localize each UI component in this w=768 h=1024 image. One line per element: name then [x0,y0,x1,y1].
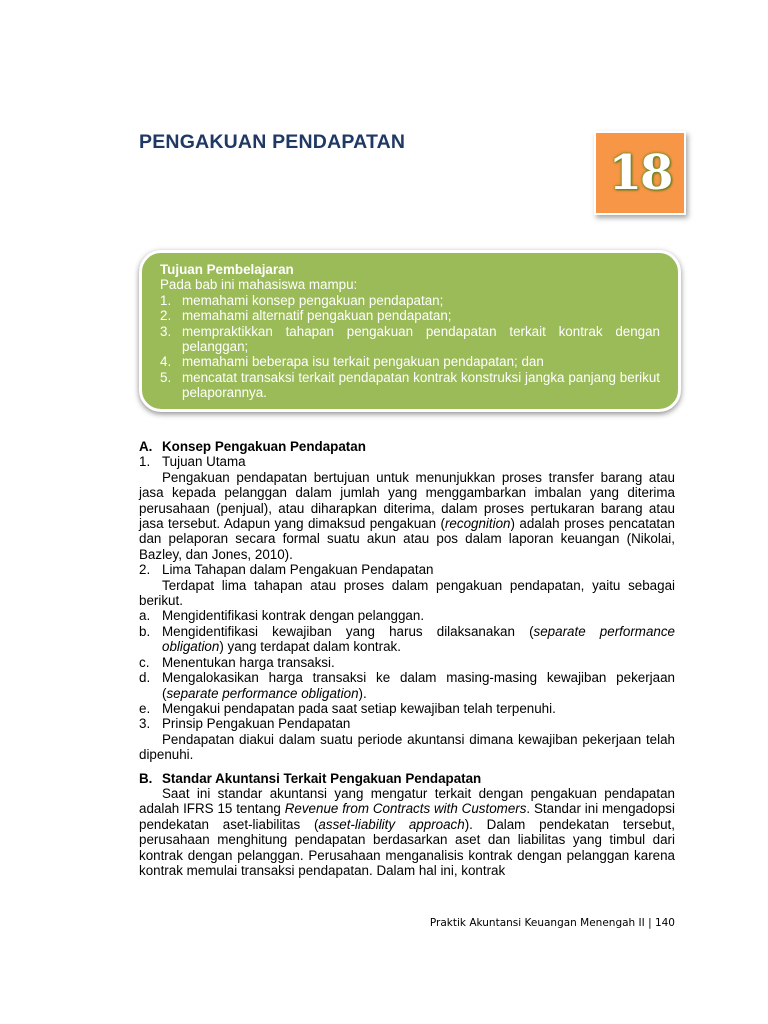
list-item [139,624,675,655]
list-marker: c. [139,654,150,670]
paragraph-emphasis: asset-liability approach [318,816,465,832]
objectives-intro: Pada bab ini mahasiswa mampu: [160,277,358,293]
subsection-title: Lima Tahapan dalam Pengakuan Pendapatan [162,562,434,578]
paragraph: Pendapatan diakui dalam suatu periode akuntansi dimana kewajiban pekerjaan telah dipenuhi. [139,731,675,763]
paragraph-text: ). Dalam pendekatan tersebut, perusahaan menghitung pendapatan berdasarkan aset dan liabilitas yang timbul dari kontrak dengan pelanggan. Perusahaan menganalisis kontrak dengan pelanggan karena kontrak memulai transaksi pendapatan. Dalam hal ini, kontrak [139,816,675,878]
paragraph [139,470,675,562]
list-text: Menentukan harga transaksi. [162,654,335,670]
subsection-heading [139,716,675,731]
objective-text: mencatat transaksi terkait pendapatan kontrak konstruksi jangka panjang berikut pelaporannya. [182,369,660,401]
section-letter: B. [139,770,153,786]
list-text [162,624,675,655]
list-marker: b. [139,623,151,639]
objective-item [160,370,660,401]
list-text-part: ). [358,685,367,701]
objective-text: memahami alternatif pengakuan pendapatan; [182,308,452,324]
paragraph-text: ) adalah proses pencatatan dan pelaporan secara formal suatu akun atau pos dalam laporan keuangan (Nikolai, Bazley, dan Jones, 2010). [139,516,676,562]
subsection-heading [139,454,675,469]
section-title: Konsep Pengakuan Pendapatan [162,439,366,454]
learning-objectives-box [139,250,681,412]
list-text: Mengidentifikasi kontrak dengan pelanggan. [162,608,425,624]
objective-text: memahami beberapa isu terkait pengakuan pendapatan; dan [182,354,544,370]
objectives-heading: Tujuan Pembelajaran [160,262,294,277]
paragraph-text: Saat ini standar akuntansi yang mengatur terkait dengan pengakuan pendapatan adalah IFRS 15 tentang [139,785,675,817]
objective-text: memahami konsep pengakuan pendapatan; [182,292,444,308]
list-marker: e. [139,700,151,716]
section-a-heading [139,439,675,454]
subsection-number: 3. [139,716,151,732]
objective-item [160,354,660,369]
paragraph: Terdapat lima tahapan atau proses dalam pengakuan pendapatan, yaitu sebagai berikut. [139,577,675,609]
subsection-number: 2. [139,562,151,578]
page-footer: Praktik Akuntansi Keuangan Menengah II | 140 [429,917,675,929]
objective-number: 4. [160,354,172,370]
chapter-number: 18 [608,145,672,201]
list-marker: a. [139,608,151,624]
objective-item [160,324,660,355]
list-item [139,655,675,670]
subsection-heading [139,562,675,577]
subsection-title: Tujuan Utama [162,454,246,470]
objective-text: mempraktikkan tahapan pengakuan pendapatan terkait kontrak dengan pelanggan; [182,323,660,355]
list-item [139,608,675,623]
list-emphasis: separate performance obligation [162,623,675,655]
list-marker: d. [139,670,151,686]
list-item [139,701,675,716]
objective-item [160,293,660,308]
list-text [162,670,675,701]
objective-number: 1. [160,292,172,308]
list-text-part: Mengalokasikan harga transaksi ke dalam masing-masing kewajiban pekerjaan ( [162,670,675,701]
paragraph-text: . Standar ini mengadopsi pendekatan aset-liabilitas ( [139,801,675,832]
subsection-title: Prinsip Pengakuan Pendapatan [162,716,351,732]
chapter-badge [594,131,686,215]
objective-number: 3. [160,323,172,339]
section-b-heading [139,771,675,786]
objective-number: 2. [160,308,172,324]
paragraph-emphasis: Revenue from Contracts with Customers [284,801,527,817]
list-emphasis: separate performance obligation [166,685,359,701]
paragraph [139,786,675,878]
objective-item [160,308,660,323]
objective-number: 5. [160,369,172,385]
list-item [139,670,675,701]
list-text: Mengakui pendapatan pada saat setiap kewajiban telah terpenuhi. [162,700,556,716]
list-text-part: Mengidentifikasi kewajiban yang harus dilaksanakan ( [162,623,534,639]
subsection-number: 1. [139,454,151,470]
body-content [139,439,675,878]
section-spacer [139,763,675,771]
paragraph-emphasis: recognition [444,516,511,532]
list-text-part: ) yang terdapat dalam kontrak. [219,639,401,655]
section-title: Standar Akuntansi Terkait Pengakuan Pendapatan [162,770,482,786]
section-letter: A. [139,439,153,454]
page-title: PENGAKUAN PENDAPATAN [139,131,406,153]
paragraph-text: Pengakuan pendapatan bertujuan untuk menunjukkan proses transfer barang atau jasa kepada pelanggan dalam jumlah yang menggambarkan imbalan yang diterima perusahaan (penjual), atau diharapkan diterima, dalam proses pertukaran barang atau jasa tersebut. Adapun yang dimaksud pengakuan ( [139,469,675,532]
